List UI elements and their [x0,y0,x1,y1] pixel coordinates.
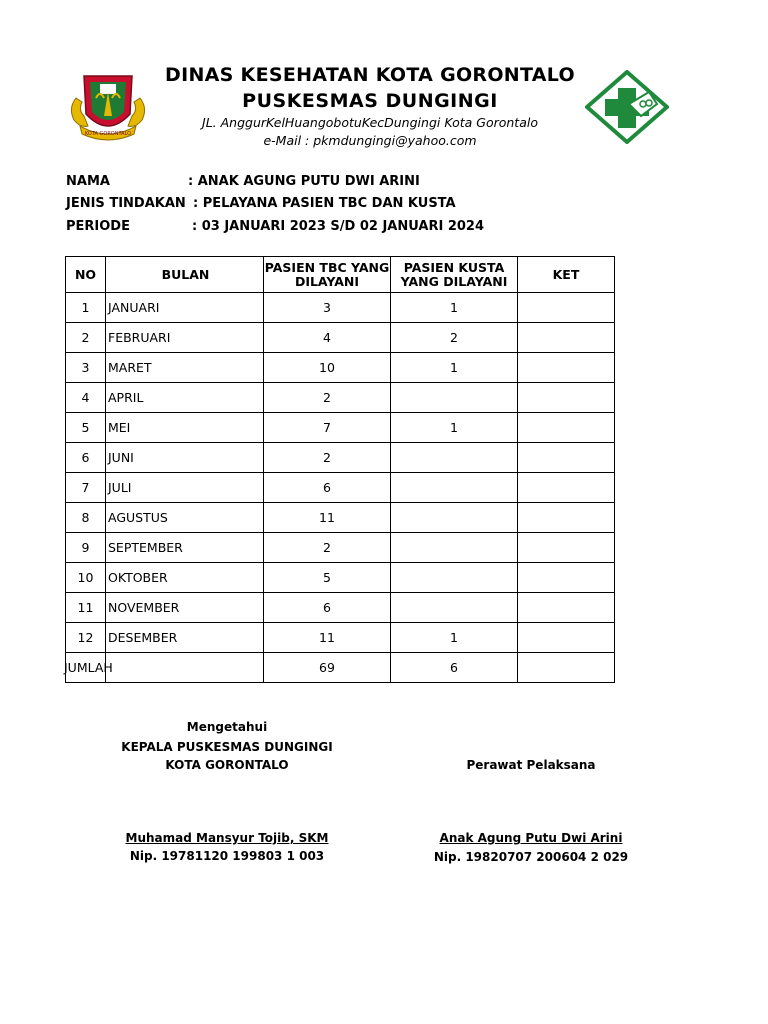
cell-bulan: JULI [106,473,264,503]
table-row [66,623,615,653]
cell-ket [518,353,615,383]
periode-label: PERIODE [66,219,130,234]
sig-left-name: Muhamad Mansyur Tojib, SKM [125,831,329,845]
cell-kusta: 1 [391,623,518,653]
cell-total-label [64,653,113,683]
jenis-label: JENIS TINDAKAN [66,196,186,211]
header-no: NO [66,257,106,293]
jenis-value: : PELAYANA PASIEN TBC DAN KUSTA [193,196,456,211]
info-jenis-tindakan [66,196,456,211]
sig-left-position: KEPALA PUSKESMAS DUNGINGI [121,740,333,754]
cell-ket [518,503,615,533]
svg-text:KOTA GORONTALO: KOTA GORONTALO [84,131,132,137]
cell-total-kusta: 6 [391,653,518,683]
cell-bulan: DESEMBER [106,623,264,653]
sig-right-title: Perawat Pelaksana [466,758,596,772]
cell-bulan: NOVEMBER [106,593,264,623]
info-periode [66,219,484,234]
cell-kusta [391,443,518,473]
cell-bulan: MEI [106,413,264,443]
cell-tbc: 2 [264,383,391,413]
cell-kusta [391,593,518,623]
table-row [66,593,615,623]
total-label: JUMLAH [64,660,113,675]
cell-ket [518,473,615,503]
cell-total-bulan [106,653,264,683]
sig-right-name: Anak Agung Putu Dwi Arini [439,831,623,845]
cell-kusta: 2 [391,323,518,353]
cell-ket [518,413,615,443]
sig-left-mengetahui: Mengetahui [186,720,268,734]
cell-ket [518,593,615,623]
cell-kusta [391,563,518,593]
cell-bulan: JUNI [106,443,264,473]
cell-ket [518,563,615,593]
table-row [66,383,615,413]
cell-kusta: 1 [391,293,518,323]
cell-no: 7 [66,473,106,503]
cell-tbc: 11 [264,623,391,653]
org-email: e-Mail : pkmdungingi@yahoo.com [263,133,477,148]
table-row [66,353,615,383]
cell-no: 4 [66,383,106,413]
cell-kusta [391,533,518,563]
periode-value: : 03 JANUARI 2023 S/D 02 JANUARI 2024 [192,219,485,234]
header-tbc-line2: DILAYANI [294,273,360,289]
cell-total-ket [518,653,615,683]
kota-gorontalo-emblem [66,68,150,144]
org-title-line2: PUSKESMAS DUNGINGI [242,90,498,112]
cell-no: 12 [66,623,106,653]
org-address: JL. AnggurKelHuangobotuKecDungingi Kota Gorontalo [202,115,538,130]
cell-no: 3 [66,353,106,383]
cell-tbc: 3 [264,293,391,323]
cell-ket [518,533,615,563]
cell-ket [518,383,615,413]
cell-tbc: 6 [264,593,391,623]
header-tbc [264,257,391,293]
cell-ket [518,323,615,353]
cell-no: 8 [66,503,106,533]
header-kusta [391,257,518,293]
cell-bulan: JANUARI [106,293,264,323]
cell-no: 6 [66,443,106,473]
cell-bulan: FEBRUARI [106,323,264,353]
cell-no: 9 [66,533,106,563]
cell-tbc: 7 [264,413,391,443]
cell-kusta [391,473,518,503]
cell-no: 2 [66,323,106,353]
cell-kusta [391,383,518,413]
table-row [66,323,615,353]
sig-left-city: KOTA GORONTALO [165,758,289,772]
cell-tbc: 6 [264,473,391,503]
table-row [66,563,615,593]
nama-value: : ANAK AGUNG PUTU DWI ARINI [188,174,420,189]
cell-no: 5 [66,413,106,443]
cell-bulan: OKTOBER [106,563,264,593]
cell-total-tbc: 69 [264,653,391,683]
table-row [66,443,615,473]
header-ket: KET [518,257,615,293]
org-title-line1: DINAS KESEHATAN KOTA GORONTALO [165,64,575,86]
patient-service-table [65,256,615,683]
sig-left-nip: Nip. 19781120 199803 1 003 [129,849,325,863]
cell-bulan: AGUSTUS [106,503,264,533]
cell-ket [518,443,615,473]
cell-tbc: 11 [264,503,391,533]
cell-tbc: 4 [264,323,391,353]
sig-right-nip: Nip. 19820707 200604 2 029 [433,850,629,864]
header-kusta-line1: PASIEN KUSTA [403,259,505,275]
table-total-row [66,653,615,683]
cell-no: 10 [66,563,106,593]
header-kusta-line2: YANG DILAYANI [400,273,508,289]
table-row [66,413,615,443]
table-body [66,293,615,683]
table-row [66,503,615,533]
header-tbc-line1: PASIEN TBC YANG [264,259,390,275]
table-header-row [66,257,615,293]
cell-kusta: 1 [391,413,518,443]
table-row [66,533,615,563]
cell-bulan: APRIL [106,383,264,413]
cell-no: 11 [66,593,106,623]
cell-tbc: 2 [264,533,391,563]
cell-tbc: 5 [264,563,391,593]
cell-no: 1 [66,293,106,323]
header-bulan: BULAN [106,257,264,293]
table-row [66,293,615,323]
cell-tbc: 2 [264,443,391,473]
nama-label: NAMA [66,174,110,189]
cell-bulan: MARET [106,353,264,383]
table-row [66,473,615,503]
cell-tbc: 10 [264,353,391,383]
cell-bulan: SEPTEMBER [106,533,264,563]
cell-ket [518,623,615,653]
info-nama [66,174,420,189]
cell-ket [518,293,615,323]
cell-kusta: 1 [391,353,518,383]
cell-kusta [391,503,518,533]
